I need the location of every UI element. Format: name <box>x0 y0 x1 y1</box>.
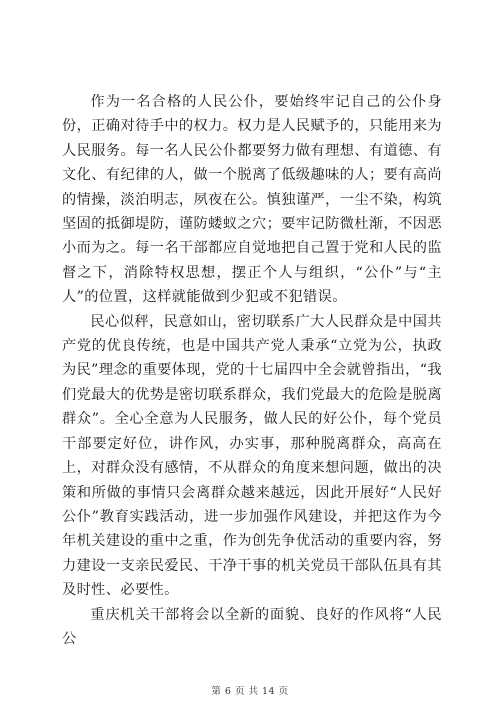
body-text <box>62 90 442 651</box>
page-footer: 第 6 页 共 14 页 <box>211 686 289 697</box>
paragraph-1: 作为一名合格的人民公仆，要始终牢记自己的公仆身份，正确对待手中的权力。权力是人民赋予的，只能用来为人民服务。每一名人民公仆都要努力做有理想、有道德、有文化、有纪律的人，做一个脱离了低级趣味的人；要有高尚的情操，淡泊明志，夙夜在公。慎独谨严，一尘不染，构筑坚固的抵御堤防，谨防蝼蚁之穴；要牢记防微杜渐，不因恶小而为之。每一名干部都应自觉地把自己置于党和人民的监督之下，消除特权思想，摆正个人与组织，“公仆”与“主人”的位置，这样就能做到少犯或不犯错误。 <box>62 94 442 306</box>
paragraph-3: 重庆机关干部将会以全新的面貌、良好的作风将“人民公 <box>62 606 442 647</box>
paragraph-2: 民心似秤，民意如山，密切联系广大人民群众是中国共产党的优良传统，也是中国共产党人秉承“立党为公，执政为民”理念的重要体现，党的十七届四中全会就曾指出，“我们党最大的优势是密切联系群众，我们党最大的危险是脱离群众”。全心全意为人民服务，做人民的好公仆，每个党员干部要定好位，讲作风，办实事，那种脱离群众，高高在上，对群众没有感情，不从群众的角度来想问题，做出的决策和所做的事情只会离群众越来越远，因此开展好“人民好公仆”教育实践活动，进一步加强作风建设，并把这作为今年机关建设的重中之重，作为创先争优活动的重要内容，努力建设一支亲民爱民、干净干事的机关党员干部队伍具有其及时性、必要性。 <box>62 313 442 599</box>
